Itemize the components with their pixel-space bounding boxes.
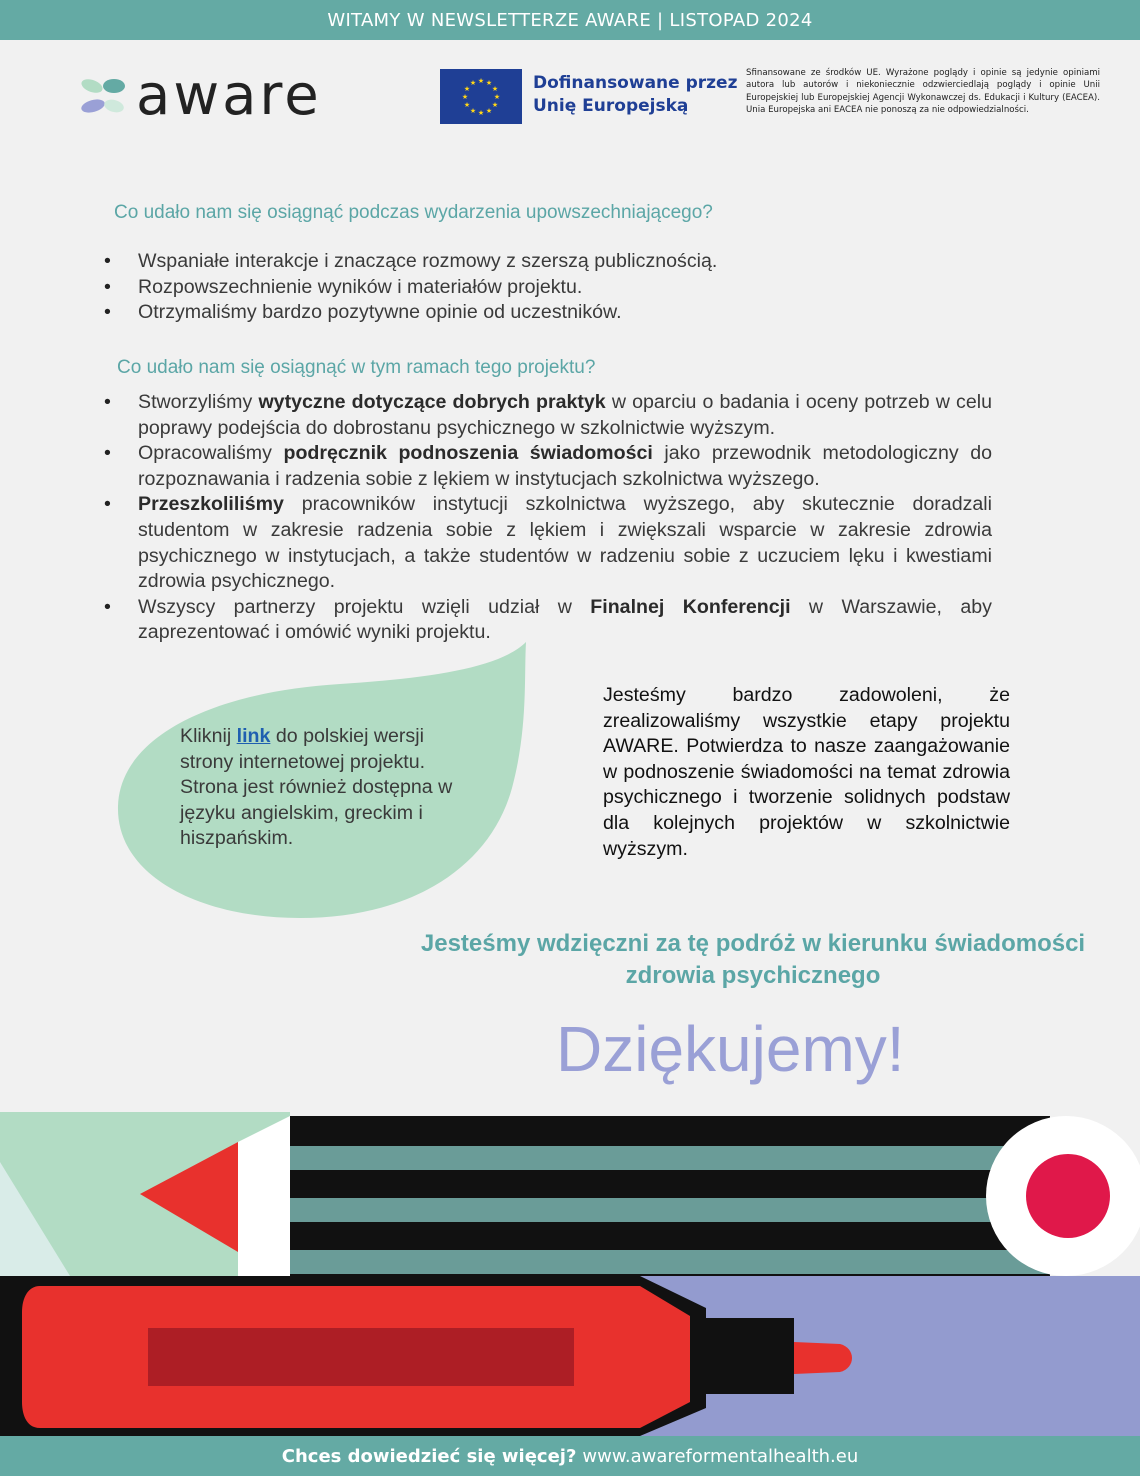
thank-you-title: Dziękujemy! bbox=[556, 1013, 905, 1085]
section2-list bbox=[104, 390, 992, 646]
list-item: • Otrzymaliśmy bardzo pozytywne opinie od uczestników. bbox=[104, 300, 992, 326]
list-item: • Stworzyliśmy wytyczne dotyczące dobrych praktyk w oparciu o badania i oceny potrzeb w celu poprawy podejścia do dobrostanu psychicznego w szkolnictwie wyższym. bbox=[104, 390, 992, 441]
section1-list bbox=[104, 249, 992, 326]
eu-cofunded-label bbox=[533, 72, 737, 118]
list-item: • Rozpowszechnienie wyników i materiałów projektu. bbox=[104, 275, 992, 301]
aware-leaf-icon bbox=[78, 74, 130, 118]
svg-text:★: ★ bbox=[491, 85, 499, 93]
banner-text: WITAMY W NEWSLETTERZE AWARE | LISTOPAD 2024 bbox=[327, 9, 813, 31]
svg-text:★: ★ bbox=[477, 109, 485, 117]
svg-text:★: ★ bbox=[491, 101, 499, 109]
polish-website-link[interactable]: link bbox=[236, 725, 271, 747]
svg-text:★: ★ bbox=[463, 101, 471, 109]
svg-text:★: ★ bbox=[469, 79, 477, 87]
section2-heading: Co udało nam się osiągnąć w tym ramach tego projektu? bbox=[117, 357, 596, 378]
eu-flag-icon bbox=[440, 69, 522, 124]
eu-line-1: Dofinansowane przez bbox=[533, 73, 738, 93]
pencil-marker-illustration bbox=[0, 1112, 1140, 1436]
svg-text:★: ★ bbox=[461, 93, 469, 101]
svg-text:★: ★ bbox=[477, 77, 485, 85]
svg-text:★: ★ bbox=[485, 107, 493, 115]
footer-question: Chces dowiedzieć się więcej? bbox=[281, 1445, 577, 1467]
list-item: • Wszyscy partnerzy projektu wzięli udział w Finalnej Konferencji w Warszawie, aby zaprezentować i omówić wyniki projektu. bbox=[104, 595, 992, 646]
eu-line-2: Unię Europejską bbox=[533, 96, 689, 116]
gratitude-heading: Jesteśmy wdzięczni za tę podróż w kierunku świadomości zdrowia psychicznego bbox=[420, 930, 1086, 989]
svg-text:★: ★ bbox=[485, 79, 493, 87]
list-item: • Opracowaliśmy podręcznik podnoszenia świadomości jako przewodnik metodologiczny do rozpoznawania i radzenia sobie z lękiem w instytucjach szkolnictwa wyższego. bbox=[104, 441, 992, 492]
aware-logo bbox=[78, 63, 322, 128]
section1-heading: Co udało nam się osiągnąć podczas wydarzenia upowszechniającego? bbox=[114, 202, 713, 223]
footer-website-link[interactable]: www.awareformentalhealth.eu bbox=[582, 1445, 859, 1467]
list-item: • Wspaniałe interakcje i znaczące rozmowy z szerszą publicznością. bbox=[104, 249, 992, 275]
eu-disclaimer: Sfinansowane ze środków UE. Wyrażone poglądy i opinie są jedynie opiniami autora lub autorów i niekoniecznie odzwierciedlają poglądy i opinie Unii Europejskiej lub Europejskiej Agencji Wykonawczej ds. Edukacji i Kultury (EACEA). Unia Europejska ani EACEA nie ponoszą za nie odpowiedzialności. bbox=[746, 68, 1100, 116]
logo-wordmark: aware bbox=[136, 63, 322, 128]
svg-text:★: ★ bbox=[493, 93, 501, 101]
footer-bar bbox=[0, 1436, 1140, 1476]
website-link-note: Kliknij link do polskiej wersji strony internetowej projektu. Strona jest również dostępna w języku angielskim, greckim i hiszpańskim. bbox=[180, 725, 453, 850]
svg-text:★: ★ bbox=[463, 85, 471, 93]
newsletter-banner bbox=[0, 0, 1140, 40]
svg-text:★: ★ bbox=[469, 107, 477, 115]
project-summary-paragraph: Jesteśmy bardzo zadowoleni, że zrealizowaliśmy wszystkie etapy projektu AWARE. Potwierdza to nasze zaangażowanie w podnoszenie świadomości na temat zdrowia psychicznego i tworzenie solidnych podstaw dla kolejnych projektów w szkolnictwie wyższym. bbox=[603, 684, 1010, 860]
list-item: • Przeszkoliliśmy pracowników instytucji szkolnictwa wyższego, aby skutecznie doradzali studentom w zakresie radzenia sobie z lękiem i zwiększali wsparcie w zakresie zdrowia psychicznego w instytucjach, a także studentów w radzeniu sobie z uczuciem lęku i kwestiami zdrowia psychicznego. bbox=[104, 492, 992, 594]
